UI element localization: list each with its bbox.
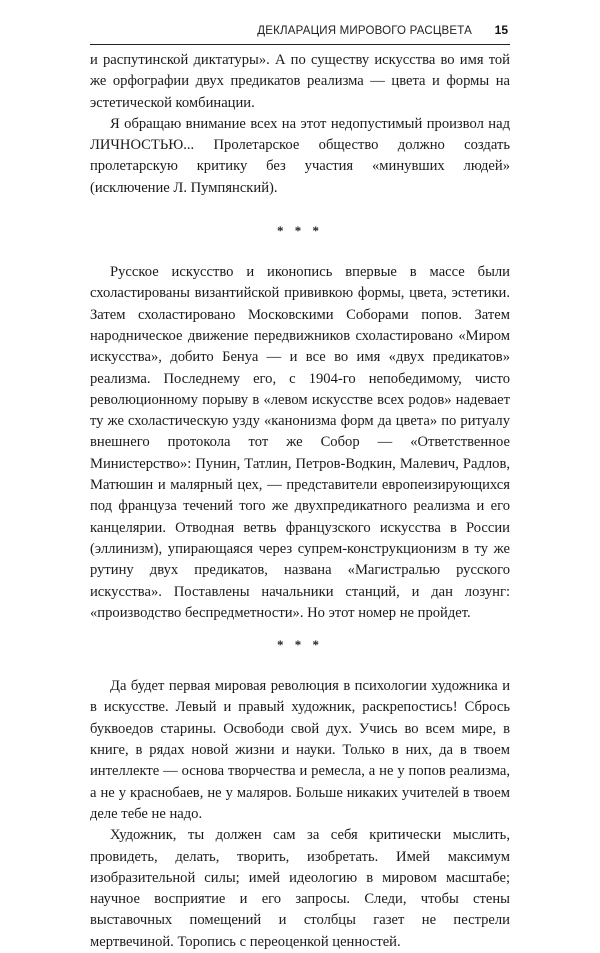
paragraph: Я обращаю внимание всех на этот недопустимый произвол над ЛИЧНОСТЬЮ... Пролетарское общество должно создать пролетарскую критику без участия «минувших людей» (исключение Л. Пумпянский). <box>90 115 510 196</box>
header-title: ДЕКЛАРАЦИЯ МИРОВОГО РАСЦВЕТА <box>257 25 472 37</box>
paragraph: Художник, ты должен сам за себя критически мыслить, провидеть, делать, творить, изобретать. Имей максимум изобразительной силы; имей идеологию в мировом масштабе; научное восприятие и его запросы. Следи, чтобы стены выставочных помещений и столбцы газет не пестрели мертвечиной. Торопись с переоценкой ценностей. <box>90 827 510 950</box>
section-divider: * * * <box>277 223 323 239</box>
running-header <box>90 22 510 45</box>
section-divider: * * * <box>277 637 323 653</box>
page-number: 15 <box>494 23 508 37</box>
paragraph: Русское искусство и иконопись впервые в массе были схоластированы византийской прививкою формы, цвета, эстетики. Затем схоластировано Московскими Соборами попов. Затем народническое движение передвижников схоластировано «Миром искусства», добито Бенуа — и все во имя «двух предикатов» реализма. Последнему его, с 1904-го непобедимому, чисто революционному порыву в «левом искусстве всех родов» надевает ту же схоластическую узду «канонизма форм да цвета» по ритуалу внешнего протокола тот же Собор — «Ответственное Министерство»: Пунин, Татлин, Петров-Водкин, Малевич, Радлов, Матюшин и малярный цех, — представители европеизирующихся под француза течений того же двухпредикатного реализма и его канцелярии. Отводная ветвь французского искусства в России (эллинизм), упирающаяся через супрем-конструкционизм в ту же рутину двух предикатов, названа «Магистралью русского искусства». Поставлены начальники станций, и дан лозунг: «производство беспредметности». Но этот номер не пройдет. <box>90 264 510 621</box>
page-body <box>90 50 510 953</box>
paragraph-continuation: и распутинской диктатуры». А по существу искусства во имя той же орфографии двух предикатов реализма — цвета и формы на эстетической комбинации. <box>90 52 510 111</box>
paragraph: Да будет первая мировая революция в психологии художника и в искусстве. Левый и правый художник, раскрепостись! Сбрось буквоедов старины. Освободи свой дух. Учись во всем мире, в книге, в рядах новой жизни и науки. Только в них, да в твоем интеллекте — основа творчества и ремесла, а не у попов реализма, а не у краснобаев, не у маляров. Больше никаких учителей в твоем деле тебе не надо. <box>90 678 510 822</box>
